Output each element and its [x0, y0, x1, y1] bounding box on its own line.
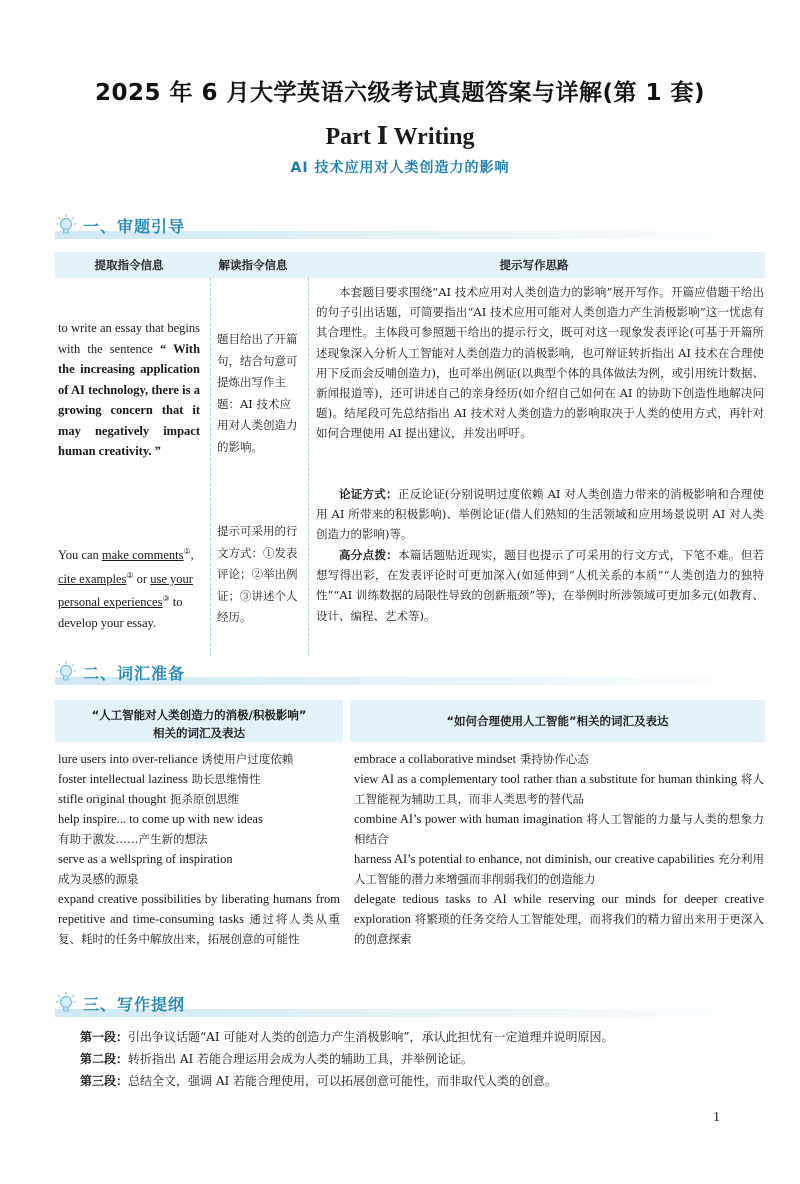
section-2-title: 二、词汇准备 — [83, 663, 186, 683]
vocab-right-header: “如何合理使用人工智能”相关的词汇及表达 — [350, 700, 765, 742]
table-header-hint: 提示写作思路 — [303, 252, 765, 278]
interpret-instruction-1: 题目给出了开篇句，结合句意可提炼出写作主题：AI 技术应用对人类创造力的影响。 — [217, 332, 298, 454]
argument-method-paragraph: 论证方式：正反论证(分别说明过度依赖 AI 对人类创造力带来的消极影响和合理使用 AI 所带来的积极影响)、举例论证(借人们熟知的生活领域和应用场景说明 AI 对人类创造力的影响)等。 — [316, 487, 765, 542]
list-item: expand creative possibilities by liberating humans from repetitive and time-consuming tasks 通过将人类从重复、耗时的任务中解放出来，拓展创意的可能性 — [58, 892, 341, 946]
section-1-title: 一、审题引导 — [83, 216, 186, 236]
section-2-header — [55, 659, 185, 685]
writing-hint-paragraph: 本套题目要求围绕“AI 技术应用对人类创造力的影响”展开写作。开篇应借题干给出的句子引出话题，可简要指出“AI 技术应用可能对人类创造力产生消极影响”这一忧虑有其合理性。主体段可参照题干给出的提示行文，既可对这一现象发表评论(可基于开篇所述现象深入分析人工智能对人类创造力的消极影响，也可辩证转折指出 AI 技术在合理使用下反而会反哺创造力)，也可举出例证(以典型个体的具体做法为例，或引用统计数据、新闻报道等)，还可讲述自己的亲身经历(如介绍自己如何在 AI 的协助下创造性地解决问题)。结尾段可先总结指出 AI 技术对人类创造力的影响取决于人类的使用方式，再针对如何合理使用 AI 提出建议，并发出呼吁。 — [316, 285, 764, 441]
extract-instruction-1: to write an essay that begins with the sentence “ With the increasing application of AI technology, there is a growing concern that it may negatively impact human creativity. ” — [58, 321, 201, 458]
list-item: harness AI’s potential to enhance, not diminish, our creative capabilities 充分利用人工智能的潜力来增强而非削弱我们的创造能力 — [354, 852, 765, 886]
column-divider — [210, 278, 211, 656]
outline-item: 第一段：引出争议话题“AI 可能对人类的创造力产生消极影响”，承认此担忧有一定道理并说明原因。 — [80, 1030, 614, 1044]
list-item: serve as a wellspring of inspiration 成为灵感的源泉 — [58, 852, 233, 886]
high-score-tip-paragraph: 高分点拨：本篇话题贴近现实，题目也提示了可采用的行文方式，下笔不难。但若想写得出彩，在发表评论时可更加深入(如延伸到“人机关系的本质”“人类创造力的独特性”“AI 训练数据的局限性导致的创新瓶颈”等)，在举例时所涉领域可更加多元(如教育、设计、编程、艺术等)。 — [316, 548, 765, 623]
list-item: stifle original thought 扼杀原创思维 — [58, 792, 239, 806]
vocab-left-header: “人工智能对人类创造力的消极/积极影响” 相关的词汇及表达 — [55, 700, 343, 742]
lightbulb-icon — [55, 660, 77, 684]
list-item: lure users into over-reliance 诱使用户过度依赖 — [58, 752, 294, 766]
writing-outline — [80, 1026, 770, 1092]
section-1-header — [55, 212, 185, 238]
lightbulb-icon — [55, 991, 77, 1015]
table-header-extract: 提取指令信息 — [55, 252, 203, 278]
section-3-title: 三、写作提纲 — [83, 994, 186, 1014]
list-item: embrace a collaborative mindset 秉持协作心态 — [354, 752, 589, 766]
lightbulb-icon — [55, 213, 77, 237]
table-header-interpret: 解读指令信息 — [203, 252, 303, 278]
list-item: view AI as a complementary tool rather than a substitute for human thinking 将人工智能视为辅助工具，而非人类思考的替代品 — [354, 772, 764, 806]
page-number: 1 — [713, 1110, 720, 1125]
topic-subtitle: AI 技术应用对人类创造力的影响 — [290, 160, 510, 176]
list-item: delegate tedious tasks to AI while reserving our minds for deeper creative exploration 将繁琐的任务交给人工智能处理，而将我们的精力留出来用于更深入的创意探索 — [354, 892, 765, 946]
vocab-right-list — [354, 749, 764, 949]
document-title: 2025 年 6 月大学英语六级考试真题答案与详解(第 1 套) — [94, 80, 706, 106]
part-heading: Part Ⅰ Writing — [325, 124, 475, 150]
interpret-instruction-2: 提示可采用的行文方式：①发表评论；②举出例证；③讲述个人经历。 — [217, 524, 298, 624]
vocab-left-list — [58, 749, 340, 949]
list-item: help inspire... to come up with new ideas 有助于激发……产生新的想法 — [58, 812, 263, 846]
section-3-header — [55, 990, 185, 1016]
list-item: combine AI’s power with human imagination 将人工智能的力量与人类的想象力相结合 — [354, 812, 764, 846]
column-divider — [308, 278, 309, 656]
outline-item: 第三段：总结全文，强调 AI 若能合理使用，可以拓展创意可能性，而非取代人类的创意。 — [80, 1074, 558, 1088]
outline-item: 第二段：转折指出 AI 若能合理运用会成为人类的辅助工具，并举例论证。 — [80, 1052, 474, 1066]
list-item: foster intellectual laziness 助长思维惰性 — [58, 772, 261, 786]
extract-instruction-2: You can make comments①, cite examples② or use your personal experiences③ to develop your essay. — [58, 547, 194, 630]
